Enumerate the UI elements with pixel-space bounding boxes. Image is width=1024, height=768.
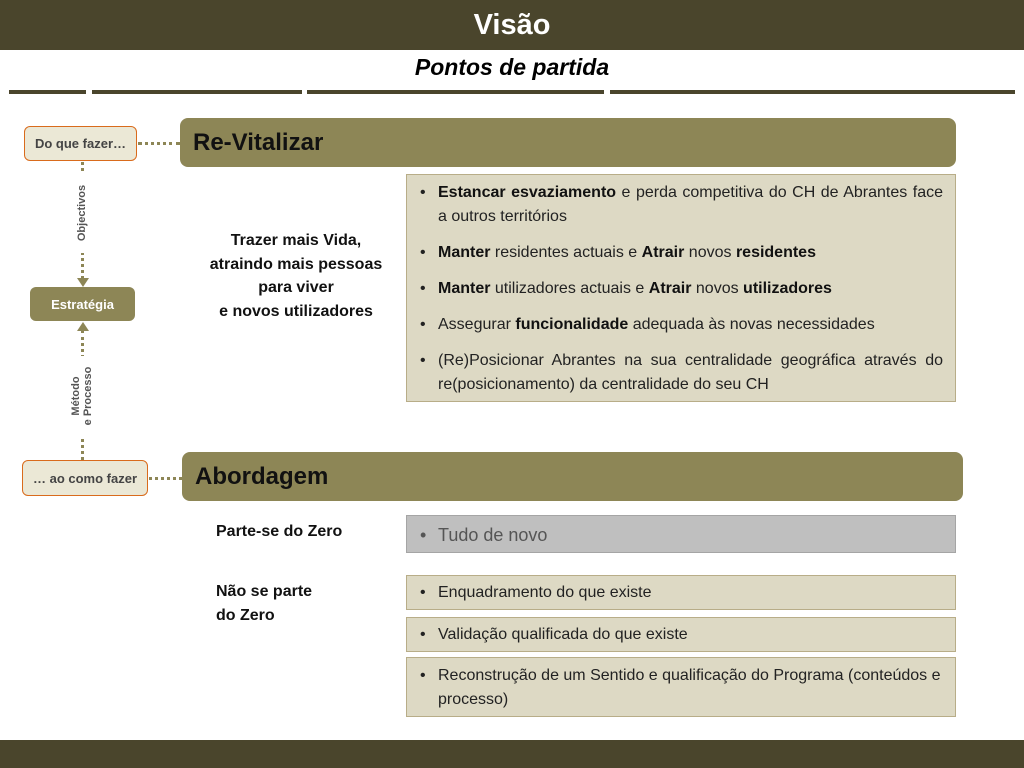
- nonzero-label: [216, 580, 312, 627]
- nonzero-item-box: [406, 575, 956, 610]
- metodo-label-line: e Processo: [82, 366, 94, 426]
- list-item-text: residentes: [735, 244, 816, 261]
- list-item-text: utilizadores: [743, 280, 832, 297]
- title-bar: [0, 0, 1024, 50]
- abordagem-header-label: Abordagem: [195, 462, 329, 490]
- goal-line: atraindo mais pessoas: [209, 255, 383, 273]
- connector-line: [149, 477, 182, 480]
- revitalizar-header-label: Re-Vitalizar: [193, 128, 324, 156]
- revitalizar-bullet-list: [406, 174, 956, 402]
- list-item: [407, 241, 955, 265]
- flow-box-top-label: Do que fazer…: [34, 136, 126, 151]
- zero-item-box: [406, 515, 956, 553]
- page-title: Visão: [473, 8, 551, 41]
- list-item: • Reconstrução de um Sentido e qualificação do Programa (conteúdos e processo): [407, 664, 955, 712]
- goal-line: e novos utilizadores: [219, 302, 373, 320]
- list-item-text: utilizadores actuais e: [490, 280, 649, 297]
- list-item-text: residentes actuais e: [490, 244, 642, 261]
- list-item-text: Estancar esvaziamento: [438, 184, 617, 201]
- list-item: • Enquadramento do que existe: [407, 581, 955, 605]
- list-item-text: novos: [691, 280, 744, 297]
- list-item-text: Assegurar: [438, 316, 516, 333]
- flow-box-middle: [30, 287, 135, 321]
- nonzero-item-box: [406, 617, 956, 652]
- connector-line: [138, 142, 180, 145]
- nonzero-label-line: Não se parte: [216, 583, 313, 600]
- page-subtitle: Pontos de partida: [414, 54, 610, 80]
- divider-rule: [610, 90, 1015, 94]
- list-item-text: adequada às novas necessidades: [628, 316, 875, 333]
- divider-rule: [92, 90, 302, 94]
- revitalizar-header: [180, 118, 956, 167]
- list-item-text: novos: [684, 244, 736, 261]
- flow-box-bottom-label: … ao como fazer: [32, 470, 138, 486]
- divider-rule: [9, 90, 86, 94]
- list-item-text: e perda competitiva do CH de Abrantes face a outros territórios: [438, 184, 943, 225]
- abordagem-header: [182, 452, 963, 501]
- list-item-text: Atrair: [648, 280, 692, 297]
- flow-box-top: [24, 126, 137, 161]
- list-item-text: Manter: [438, 244, 491, 261]
- list-item: [407, 349, 955, 397]
- nonzero-item-box: [406, 657, 956, 717]
- list-item-text: Atrair: [641, 244, 685, 261]
- list-item: [407, 313, 955, 337]
- revitalizar-goal: [196, 229, 396, 323]
- divider-rule: [307, 90, 604, 94]
- list-item-text: Manter: [438, 280, 491, 297]
- flow-box-middle-label: Estratégia: [51, 296, 114, 312]
- zero-label: Parte-se do Zero: [216, 523, 343, 540]
- metodo-label-line: Método: [70, 376, 82, 416]
- list-item: [407, 181, 955, 229]
- goal-line: para viver: [258, 279, 334, 296]
- list-item-text: (Re)Posicionar Abrantes na sua centralidade geográfica através do re(posicionamento) da centralidade do seu CH: [438, 352, 943, 393]
- list-item-text: funcionalidade: [515, 316, 629, 333]
- footer-bar: [0, 740, 1024, 768]
- list-item: [407, 277, 955, 301]
- metodo-label: [68, 356, 96, 436]
- list-item: • Tudo de novo: [407, 523, 955, 547]
- arrow-down-icon: [77, 278, 89, 287]
- list-item: • Validação qualificada do que existe: [407, 623, 955, 647]
- objectivos-label: Objectivos: [76, 173, 88, 253]
- goal-line: Trazer mais Vida,: [230, 232, 362, 249]
- flow-box-bottom: [22, 460, 148, 496]
- nonzero-label-line: do Zero: [216, 606, 275, 624]
